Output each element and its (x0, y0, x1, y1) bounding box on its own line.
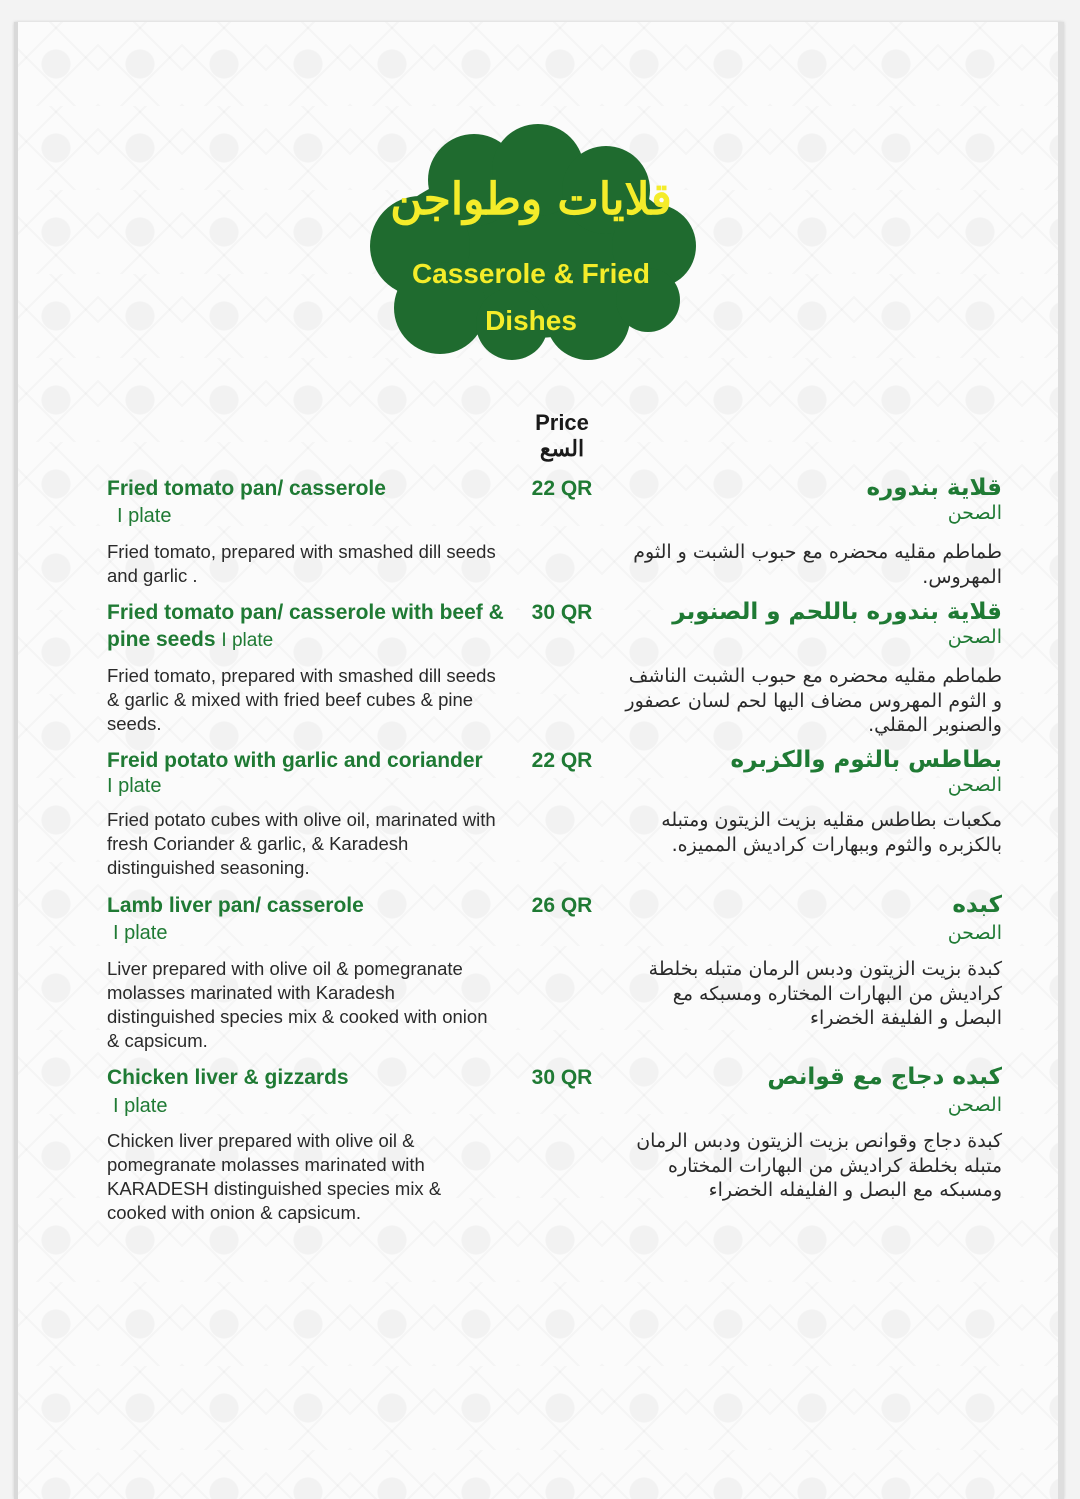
item-5-unit-en: I plate (113, 1095, 168, 1117)
price-header-english: Price (535, 410, 589, 435)
item-3-unit-en: I plate (107, 775, 162, 797)
price-header-arabic: السع (539, 436, 585, 461)
item-1-desc-ar: طماطم مقليه محضره مع حبوب الشبت و الثوم المهروس. (633, 541, 1002, 588)
item-5-price: 30 QR (531, 1066, 593, 1089)
item-2-title-en-text: Fried tomato pan/ casserole with beef & pine seeds (107, 601, 504, 651)
item-5-unit-ar: الصحن (947, 1094, 1002, 1116)
item-5-title-ar: كبده دجاج مع قوانص (767, 1064, 1002, 1090)
item-5-desc-ar: كبدة دجاج وقوانص بزيت الزيتون ودبس الرمان متبله بخلطة كراديش من البهارات المختاره ومسبكه مع البصل و الفليفله الخضراء (636, 1130, 1002, 1201)
item-3-desc-en: Fried potato cubes with olive oil, marinated with fresh Coriander & garlic, & Karadesh distinguished seasoning. (107, 809, 496, 878)
item-3-title-en: Freid potato with garlic and coriander (107, 749, 483, 772)
section-title-english-line2: Dishes (485, 305, 577, 336)
item-4-desc-en: Liver prepared with olive oil & pomegranate molasses marinated with Karadesh distinguished species mix & cooked with onion & capsicum. (107, 958, 488, 1051)
item-4-title-ar: كبده (952, 892, 1002, 918)
section-title-english-line1: Casserole & Fried (411, 258, 651, 289)
section-title-arabic: قلايات وطواجن (390, 174, 672, 225)
page-edge-left (14, 22, 18, 1499)
item-1-unit-en: I plate (117, 505, 172, 527)
item-2-desc-ar: طماطم مقليه محضره مع حبوب الشبت الناشف و الثوم المهروس مضاف اليها لحم لسان عصفور والصنوبر المقلي. (625, 665, 1002, 736)
item-4-title-en: Lamb liver pan/ casserole (107, 894, 364, 917)
item-2-price: 30 QR (531, 601, 593, 624)
item-2-unit-ar: الصحن (947, 626, 1002, 648)
item-1-price: 22 QR (531, 477, 593, 500)
item-4-desc-ar: كبدة بزيت الزيتون ودبس الرمان متبله بخلطة كراديش من البهارات المختاره ومسبكه مع البصل و الفليفة الخضراء (648, 958, 1002, 1029)
item-3-title-ar: بطاطس بالثوم والكزبره (730, 747, 1002, 773)
item-1-desc-en: Fried tomato, prepared with smashed dill seeds and garlic . (107, 541, 496, 586)
item-3-desc-ar: مكعبات بطاطس مقليه بزيت الزيتون ومتبله بالكزبره والثوم وببهارات كراديش المميزه. (661, 809, 1002, 856)
item-3-price: 22 QR (531, 749, 593, 772)
item-4-price: 26 QR (531, 894, 593, 917)
item-1-title-ar: قلاية بندوره (866, 475, 1002, 501)
item-3-unit-ar: الصحن (947, 774, 1002, 796)
item-2-title-ar: قلاية بندوره باللحم و الصنوبر (672, 599, 1002, 625)
item-4-unit-en: I plate (113, 922, 168, 944)
section-title-english (392, 250, 670, 344)
item-5-title-en: Chicken liver & gizzards (107, 1066, 349, 1089)
item-5-desc-en: Chicken liver prepared with olive oil & pomegranate molasses marinated with KARADESH distinguished species mix & cooked with onion & capsicum. (107, 1130, 442, 1223)
item-1-title-en: Fried tomato pan/ casserole (107, 477, 386, 500)
item-2-unit-en: I plate (221, 630, 274, 651)
item-4-unit-ar: الصحن (947, 922, 1002, 944)
price-column-header (512, 410, 612, 462)
item-2-desc-en: Fried tomato, prepared with smashed dill seeds & garlic & mixed with fried beef cubes & pine seeds. (107, 665, 496, 734)
section-title-badge (362, 124, 700, 360)
item-1-unit-ar: الصحن (947, 502, 1002, 524)
page-edge-right (1058, 22, 1064, 1499)
item-2-title-en (107, 599, 507, 654)
